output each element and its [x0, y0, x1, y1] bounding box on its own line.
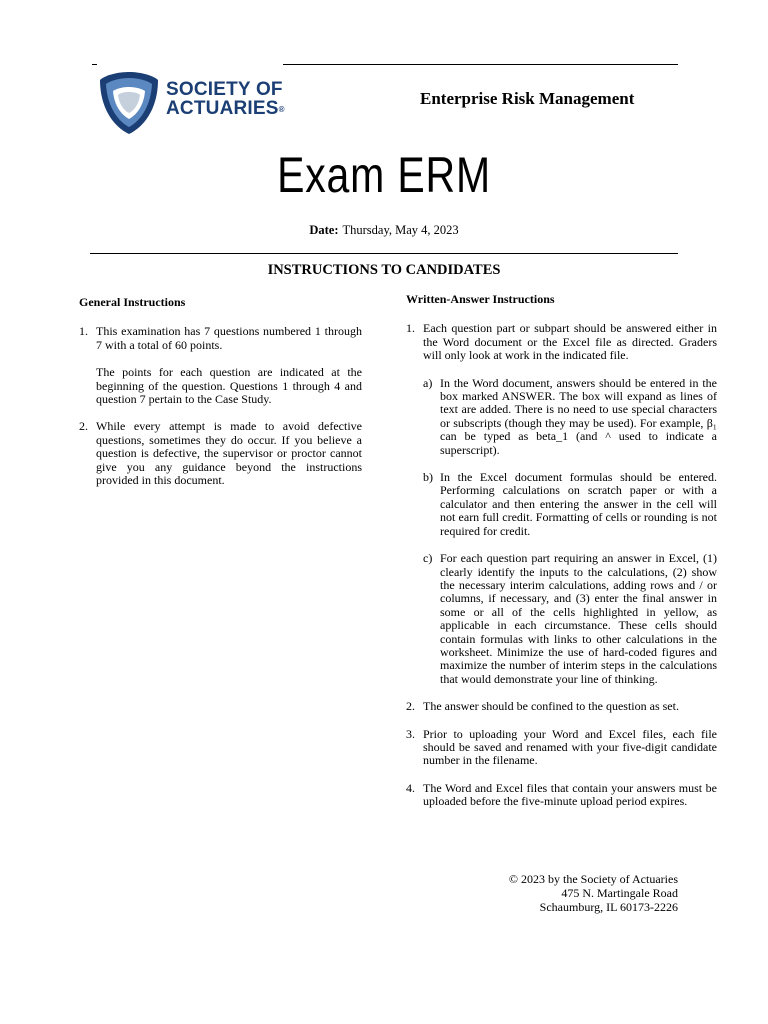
sub-item-a [423, 377, 717, 457]
header-bottom-rule [90, 253, 678, 254]
written-instructions-column [406, 293, 717, 823]
sub-item-text: For each question part requiring an answer in Excel, (1) clearly identify the inputs to the calculations, (2) show the necessary interim calculations, adding rows and / or columns, if necessary, and (3) enter the final answer in some or all of the cells highlighted in yellow, as applicable in each circumstance. These cells should contain formulas with links to other calculations in the worksheet. Minimize the use of hard-coded figures and maximize the number of interim steps in the calculations that would demonstrate your line of thinking. [440, 551, 717, 686]
item-paragraph: The answer should be confined to the question as set. [423, 699, 679, 714]
item-number: 1. [79, 324, 88, 339]
item-number: 2. [406, 699, 415, 714]
written-item-3 [406, 728, 717, 768]
sub-item-b [423, 471, 717, 538]
general-instructions-heading: General Instructions [79, 295, 186, 309]
address-line-2: Schaumburg, IL 60173-2226 [539, 900, 678, 914]
exam-date [0, 223, 768, 238]
exam-title: Exam ERM [277, 147, 491, 203]
item-paragraph: The points for each question are indicated at the beginning of the question. Questions 1 through 4 and question 7 pertain to the Case Study. [96, 365, 362, 407]
written-item-1 [406, 322, 717, 686]
date-value: Thursday, May 4, 2023 [342, 223, 459, 237]
written-item-4 [406, 782, 717, 809]
soa-shield-logo-icon [98, 70, 160, 136]
sub-item-c [423, 552, 717, 686]
org-name-line2: ACTUARIES [166, 98, 279, 119]
header-top-rule [283, 64, 678, 65]
general-item-1 [79, 325, 362, 406]
item-paragraph: Each question part or subpart should be answered either in the Word document or the Excel file as directed. Graders will only look at work in the indicated file. [423, 321, 717, 363]
copyright-line: © 2023 by the Society of Actuaries [508, 872, 678, 886]
exam-subject: Enterprise Risk Management [420, 89, 635, 108]
registered-mark: ® [278, 105, 285, 114]
item-number: 3. [406, 726, 415, 741]
date-label: Date: [309, 223, 339, 237]
item-paragraph: This examination has 7 questions numbered 1 through 7 with a total of 60 points. [96, 324, 362, 352]
sub-item-letter: a) [423, 375, 433, 390]
address-line-1: 475 N. Martingale Road [561, 886, 678, 900]
header-tick-line [92, 64, 97, 65]
copyright-footer [420, 872, 678, 914]
general-item-2 [79, 420, 362, 487]
item-number: 2. [79, 419, 88, 434]
general-instructions-column [79, 296, 362, 501]
item-number: 4. [406, 780, 415, 795]
item-number: 1. [406, 321, 415, 336]
sub-item-letter: b) [423, 470, 433, 485]
soa-wordmark [166, 80, 285, 119]
instructions-heading: INSTRUCTIONS TO CANDIDATES [267, 262, 501, 278]
written-instructions-heading: Written-Answer Instructions [406, 292, 555, 306]
org-name-line1: SOCIETY OF [166, 79, 283, 100]
item-paragraph: While every attempt is made to avoid defective questions, sometimes they do occur. If you believe a question is defective, the supervisor or proctor cannot give you any guidance beyond the instructions provided in this document. [96, 419, 362, 488]
item-paragraph: The Word and Excel files that contain your answers must be uploaded before the five-minute upload period expires. [423, 780, 717, 809]
sub-item-letter: c) [423, 551, 433, 566]
item-paragraph: Prior to uploading your Word and Excel files, each file should be saved and renamed with your five-digit candidate number in the filename. [423, 726, 717, 768]
sub-item-text: In the Word document, answers should be entered in the box marked ANSWER. The box will expand as lines of text are added. There is no need to use special characters or subscripts (though they may be used). For example, β₁ can be typed as beta_1 (and ^ used to indicate a superscript). [440, 375, 717, 457]
written-item-2 [406, 700, 717, 713]
sub-item-text: In the Excel document formulas should be entered. Performing calculations on scratch paper or with a calculator and then entering the answer in the cell will not earn full credit. Formatting of cells or rounding is not required for credit. [440, 470, 717, 538]
